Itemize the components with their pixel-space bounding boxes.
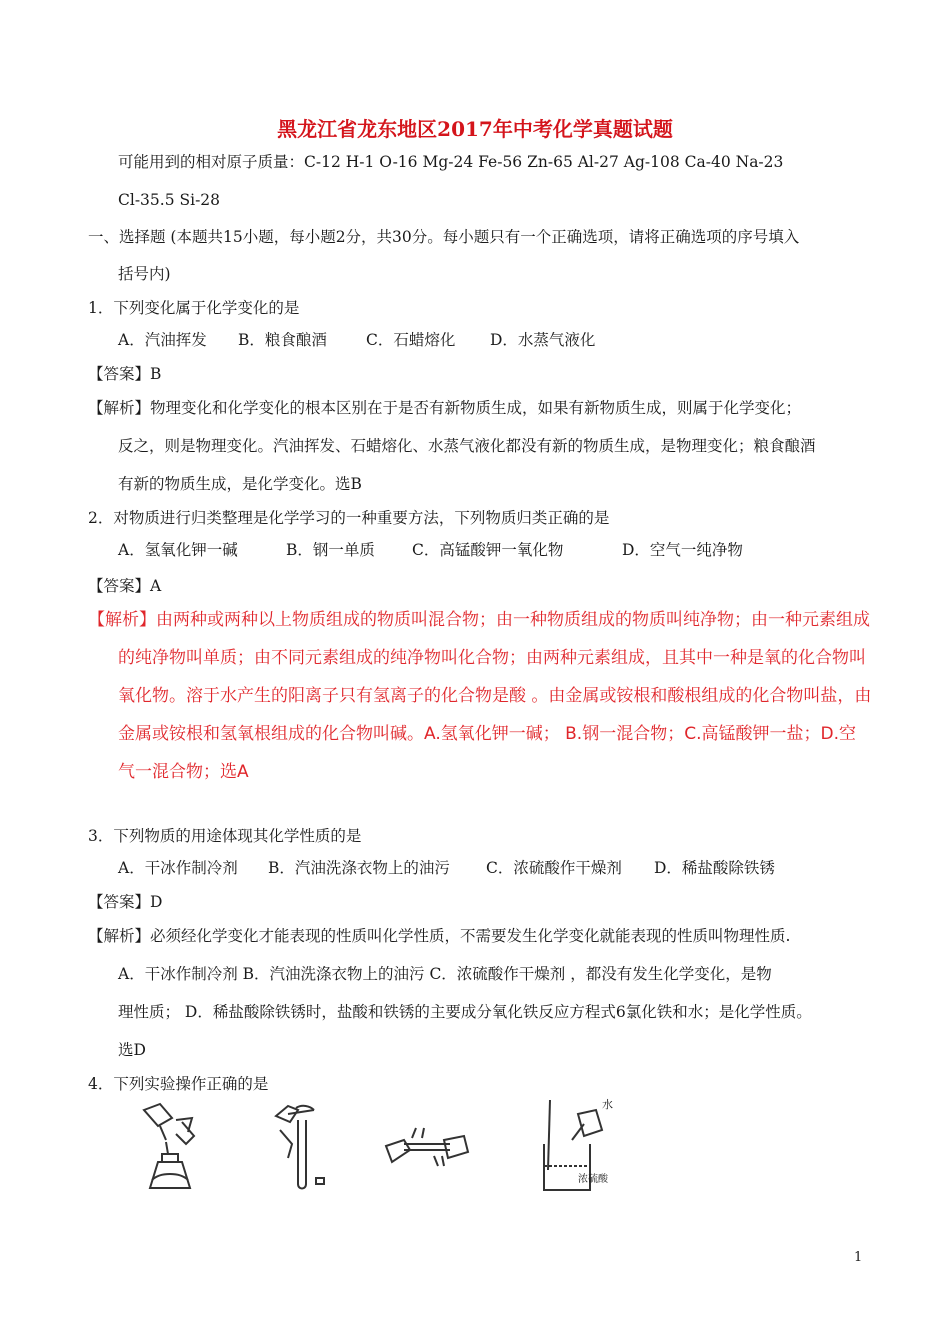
q1-option-d: D．水蒸气液化 (490, 331, 596, 349)
q2-option-b: B．钢一单质 (286, 541, 375, 559)
q3-option-a: A．干冰作制冷剂 (118, 859, 238, 877)
q3-analysis-line: 【解析】必须经化学变化才能表现的性质叫化学性质，不需要发生化学变化就能表现的性质叫物理性质. (88, 927, 791, 945)
atomic-mass-line: 可能用到的相对原子质量：C-12 H-1 O-16 Mg-24 Fe-56 Zn-65 Al-27 Ag-108 Ca-40 Na-23 (118, 153, 784, 171)
q3-options (118, 858, 775, 878)
q1-analysis-line: 有新的物质生成，是化学变化。选B (118, 475, 362, 493)
q3-stem: 3．下列物质的用途体现其化学性质的是 (88, 827, 362, 845)
q3-option-d: D．稀盐酸除铁锈 (654, 859, 775, 877)
q1-analysis-line: 反之，则是物理变化。汽油挥发、石蜡熔化、水蒸气液化都没有新的物质生成，是物理变化；粮食酿酒 (118, 437, 816, 455)
q3-analysis-line: 理性质； D．稀盐酸除铁锈时，盐酸和铁锈的主要成分氧化铁反应方程式6氯化铁和水；是化学性质。 (118, 1003, 812, 1021)
section-heading-cont: 括号内) (118, 265, 171, 283)
section-heading: 一、选择题 (本题共15小题，每小题2分，共30分。每小题只有一个正确选项，请将正确选项的序号填入 (88, 228, 800, 246)
figure-dilute-sulfuric-acid (532, 1100, 622, 1195)
q3-option-c: C．浓硫酸作干燥剂 (486, 859, 622, 877)
q1-answer: 【答案】B (88, 365, 162, 383)
q1-stem: 1．下列变化属于化学变化的是 (88, 299, 300, 317)
atomic-mass-line-cont: Cl-35.5 Si-28 (118, 191, 221, 209)
q2-analysis-line: 气一混合物；选A (118, 762, 249, 782)
q2-analysis-line: 的纯净物叫单质；由不同元素组成的纯净物叫化合物；由两种元素组成，且其中一种是氧的化合物叫 (118, 648, 866, 668)
q2-option-c: C．高锰酸钾一氧化物 (412, 541, 564, 559)
q1-option-a: A．汽油挥发 (118, 331, 207, 349)
page-number: 1 (854, 1250, 863, 1265)
q1-option-b: B．粮食酿酒 (238, 331, 327, 349)
q3-analysis-line: A．干冰作制冷剂 B．汽油洗涤衣物上的油污 C．浓硫酸作干燥剂 ，都没有发生化学变化，是物 (118, 965, 772, 983)
q4-stem: 4．下列实验操作正确的是 (88, 1075, 269, 1093)
q3-analysis-line: 选D (118, 1041, 146, 1059)
q1-options (118, 330, 595, 350)
q2-analysis-line: 氧化物。溶于水产生的阳离子只有氢离子的化合物是酸 。由金属或铵根和酸根组成的化合物叫盐，由 (118, 686, 872, 706)
q2-answer: 【答案】A (88, 577, 162, 595)
figure-alcohol-lamp (130, 1100, 210, 1190)
figure-glass-tube-connection (382, 1100, 472, 1190)
q1-option-c: C．石蜡熔化 (366, 331, 456, 349)
figure-label-water: 水 (602, 1098, 613, 1111)
q2-analysis-line: 金属或铵根和氢氧根组成的化合物叫碱。A.氢氧化钾一碱； B.钢一混合物；C.高锰酸钾一盐；D.空 (118, 724, 856, 744)
q2-options (118, 540, 743, 560)
q1-analysis-line: 【解析】物理变化和化学变化的根本区别在于是否有新物质生成，如果有新物质生成，则属于化学变化； (88, 399, 802, 417)
page-title: 黑龙江省龙东地区2017年中考化学真题试题 (277, 117, 673, 141)
figure-label-concentrated-sulfuric-acid: 浓硫酸 (578, 1174, 608, 1185)
q2-option-d: D．空气一纯净物 (622, 541, 743, 559)
figure-dropper-test-tube (268, 1100, 338, 1190)
q3-option-b: B．汽油洗涤衣物上的油污 (268, 859, 450, 877)
q2-analysis-line: 【解析】由两种或两种以上物质组成的物质叫混合物；由一种物质组成的物质叫纯净物；由一种元素组成 (88, 610, 870, 630)
q2-stem: 2．对物质进行归类整理是化学学习的一种重要方法，下列物质归类正确的是 (88, 509, 610, 527)
q2-option-a: A．氢氧化钾一碱 (118, 541, 238, 559)
q3-answer: 【答案】D (88, 893, 163, 911)
